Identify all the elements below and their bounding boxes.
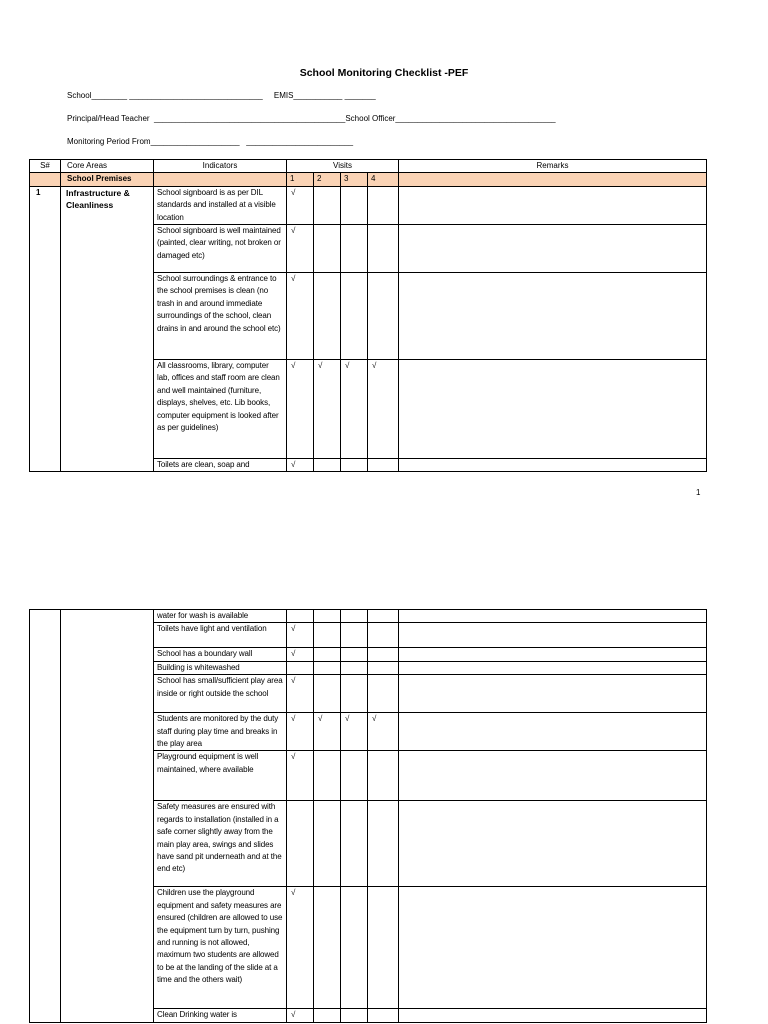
visit-1-check-cell[interactable]: √ bbox=[287, 1009, 314, 1022]
visit-4-check-cell[interactable] bbox=[368, 648, 399, 661]
visit-1-check-cell[interactable]: √ bbox=[287, 273, 314, 360]
visit-1-check-cell[interactable]: √ bbox=[287, 887, 314, 1009]
visit-3-check-cell[interactable] bbox=[341, 887, 368, 1009]
visit-3-check-cell[interactable] bbox=[341, 661, 368, 674]
remarks-cell[interactable] bbox=[399, 1009, 707, 1022]
remarks-header: Remarks bbox=[399, 160, 707, 173]
indicator-cell: Safety measures are ensured with regards to installation (installed in a safe corner slightly away from the main play area, swings and slides have sand pit underneath and at the end etc) bbox=[154, 801, 287, 887]
school-emis-line: School________ ______________________________ EMIS___________ _______ bbox=[67, 91, 376, 100]
indicator-cell: School signboard is as per DIL standards and installed at a visible location bbox=[154, 186, 287, 224]
remarks-cell[interactable] bbox=[399, 751, 707, 801]
visit-4-check-cell[interactable]: √ bbox=[368, 360, 399, 459]
visit-4-check-cell[interactable] bbox=[368, 186, 399, 224]
remarks-cell[interactable] bbox=[399, 186, 707, 224]
visit-4-check-cell[interactable] bbox=[368, 225, 399, 273]
visit-2-check-cell[interactable] bbox=[314, 623, 341, 648]
visit-1-check-cell[interactable]: √ bbox=[287, 648, 314, 661]
section-blank-cell bbox=[399, 173, 707, 186]
visit-4-check-cell[interactable] bbox=[368, 801, 399, 887]
remarks-cell[interactable] bbox=[399, 648, 707, 661]
checklist-table-page-2 bbox=[29, 609, 707, 1023]
visit-2-check-cell[interactable] bbox=[314, 459, 341, 472]
visit-3-check-cell[interactable] bbox=[341, 186, 368, 224]
visit-3-check-cell[interactable] bbox=[341, 459, 368, 472]
visit-4-check-cell[interactable] bbox=[368, 1009, 399, 1022]
visit-4-check-cell[interactable] bbox=[368, 623, 399, 648]
checklist-table-page-1 bbox=[29, 159, 707, 472]
remarks-cell[interactable] bbox=[399, 887, 707, 1009]
visit-2-check-cell[interactable] bbox=[314, 675, 341, 713]
monitoring-period-line: Monitoring Period From____________________ ________________________ bbox=[67, 137, 354, 146]
remarks-cell[interactable] bbox=[399, 675, 707, 713]
visit-number-1: 1 bbox=[287, 173, 314, 186]
page-number: 1 bbox=[696, 488, 701, 497]
visit-4-check-cell[interactable]: √ bbox=[368, 713, 399, 751]
visit-1-check-cell[interactable]: √ bbox=[287, 713, 314, 751]
table-row bbox=[30, 186, 707, 224]
visit-4-check-cell[interactable] bbox=[368, 459, 399, 472]
core-areas-header: Core Areas bbox=[61, 160, 154, 173]
remarks-cell[interactable] bbox=[399, 610, 707, 623]
visit-1-check-cell[interactable] bbox=[287, 661, 314, 674]
remarks-cell[interactable] bbox=[399, 623, 707, 648]
serial-number-cell: 1 bbox=[30, 186, 61, 472]
remarks-cell[interactable] bbox=[399, 273, 707, 360]
visit-4-check-cell[interactable] bbox=[368, 273, 399, 360]
indicator-cell: Toilets are clean, soap and bbox=[154, 459, 287, 472]
visit-2-check-cell[interactable] bbox=[314, 1009, 341, 1022]
visit-3-check-cell[interactable] bbox=[341, 751, 368, 801]
visit-1-check-cell[interactable]: √ bbox=[287, 675, 314, 713]
visit-3-check-cell[interactable] bbox=[341, 1009, 368, 1022]
visit-2-check-cell[interactable] bbox=[314, 225, 341, 273]
sno-header: S# bbox=[30, 160, 61, 173]
indicator-cell: All classrooms, library, computer lab, offices and staff room are clean and well maintained (furniture, displays, shelves, etc. Lib books, computer equipment is looked after as per guidelines) bbox=[154, 360, 287, 459]
section-school-premises: School Premises bbox=[61, 173, 154, 186]
indicator-cell: water for wash is available bbox=[154, 610, 287, 623]
remarks-cell[interactable] bbox=[399, 713, 707, 751]
indicator-cell: School surroundings & entrance to the school premises is clean (no trash in and around immediate surroundings of the school, clean drains in and around the school etc) bbox=[154, 273, 287, 360]
visit-4-check-cell[interactable] bbox=[368, 661, 399, 674]
visit-1-check-cell[interactable] bbox=[287, 801, 314, 887]
indicator-cell: Clean Drinking water is bbox=[154, 1009, 287, 1022]
visit-2-check-cell[interactable] bbox=[314, 610, 341, 623]
core-area-cell bbox=[61, 610, 154, 1023]
visit-2-check-cell[interactable] bbox=[314, 648, 341, 661]
remarks-cell[interactable] bbox=[399, 661, 707, 674]
visit-3-check-cell[interactable]: √ bbox=[341, 713, 368, 751]
section-blank-cell bbox=[154, 173, 287, 186]
visit-3-check-cell[interactable] bbox=[341, 273, 368, 360]
visit-2-check-cell[interactable] bbox=[314, 273, 341, 360]
remarks-cell[interactable] bbox=[399, 225, 707, 273]
indicator-cell: Playground equipment is well maintained, where available bbox=[154, 751, 287, 801]
visit-4-check-cell[interactable] bbox=[368, 887, 399, 1009]
visit-4-check-cell[interactable] bbox=[368, 675, 399, 713]
indicator-cell: School has a boundary wall bbox=[154, 648, 287, 661]
visit-3-check-cell[interactable] bbox=[341, 675, 368, 713]
remarks-cell[interactable] bbox=[399, 801, 707, 887]
section-blank-cell bbox=[30, 173, 61, 186]
visit-3-check-cell[interactable] bbox=[341, 623, 368, 648]
visit-1-check-cell[interactable]: √ bbox=[287, 459, 314, 472]
remarks-cell[interactable] bbox=[399, 360, 707, 459]
core-area-cell: Infrastructure & Cleanliness bbox=[61, 186, 154, 472]
indicator-cell: Children use the playground equipment and safety measures are ensured (children are allowed to use the equipment turn by turn, pushing and running is not allowed, maximum two students are allowed to be at the landing of the slide at a time and the others wait) bbox=[154, 887, 287, 1009]
visit-1-check-cell[interactable]: √ bbox=[287, 623, 314, 648]
visit-4-check-cell[interactable] bbox=[368, 610, 399, 623]
visit-number-4: 4 bbox=[368, 173, 399, 186]
serial-number-cell bbox=[30, 610, 61, 1023]
table-row bbox=[30, 610, 707, 623]
indicator-cell: Building is whitewashed bbox=[154, 661, 287, 674]
indicator-cell: School signboard is well maintained (painted, clear writing, not broken or damaged etc) bbox=[154, 225, 287, 273]
visit-1-check-cell[interactable] bbox=[287, 610, 314, 623]
indicator-cell: Toilets have light and ventilation bbox=[154, 623, 287, 648]
visit-2-check-cell[interactable] bbox=[314, 751, 341, 801]
head-teacher-officer-line: Principal/Head Teacher ___________________________________________School Officer____________________________________ bbox=[67, 114, 556, 123]
visit-3-check-cell[interactable] bbox=[341, 801, 368, 887]
visit-4-check-cell[interactable] bbox=[368, 751, 399, 801]
visit-2-check-cell[interactable]: √ bbox=[314, 713, 341, 751]
page-title: School Monitoring Checklist -PEF bbox=[299, 67, 469, 79]
visit-2-check-cell[interactable] bbox=[314, 661, 341, 674]
visit-2-check-cell[interactable] bbox=[314, 186, 341, 224]
visits-header: Visits bbox=[287, 160, 399, 173]
visit-1-check-cell[interactable]: √ bbox=[287, 360, 314, 459]
indicator-cell: School has small/sufficient play area inside or right outside the school bbox=[154, 675, 287, 713]
visit-3-check-cell[interactable] bbox=[341, 225, 368, 273]
visit-1-check-cell[interactable]: √ bbox=[287, 186, 314, 224]
visit-3-check-cell[interactable]: √ bbox=[341, 360, 368, 459]
visit-number-2: 2 bbox=[314, 173, 341, 186]
indicator-cell: Students are monitored by the duty staff during play time and breaks in the play area bbox=[154, 713, 287, 751]
visit-3-check-cell[interactable] bbox=[341, 648, 368, 661]
visit-3-check-cell[interactable] bbox=[341, 610, 368, 623]
visit-2-check-cell[interactable] bbox=[314, 887, 341, 1009]
visit-1-check-cell[interactable]: √ bbox=[287, 225, 314, 273]
remarks-cell[interactable] bbox=[399, 459, 707, 472]
visit-1-check-cell[interactable]: √ bbox=[287, 751, 314, 801]
visit-number-3: 3 bbox=[341, 173, 368, 186]
indicators-header: Indicators bbox=[154, 160, 287, 173]
visit-2-check-cell[interactable] bbox=[314, 801, 341, 887]
visit-2-check-cell[interactable]: √ bbox=[314, 360, 341, 459]
